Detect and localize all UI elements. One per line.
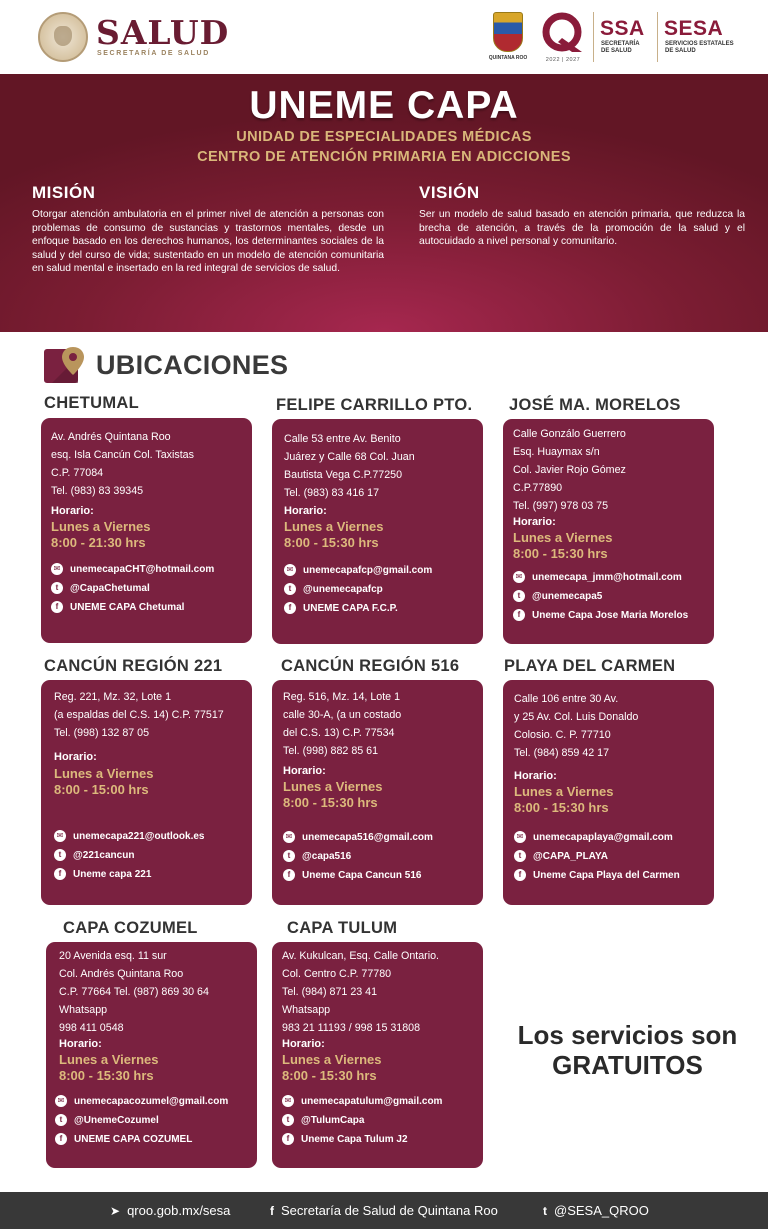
twitter-icon: t: [543, 1203, 547, 1218]
facebook-icon: f: [282, 1133, 294, 1145]
address-line: Whatsapp: [282, 1004, 331, 1016]
address-line: C.P. 77664 Tel. (987) 869 30 64: [59, 986, 209, 998]
facebook-link[interactable]: [55, 1133, 192, 1145]
ssa-subtitle-line: SECRETARÍA: [601, 41, 640, 47]
address-line: Col. Centro C.P. 77780: [282, 968, 392, 980]
banner-subtitle-2: CENTRO DE ATENCIÓN PRIMARIA EN ADICCIONES: [197, 149, 571, 165]
address-line: esq. Isla Cancún Col. Taxistas: [51, 449, 194, 461]
horario-label: Horario:: [51, 505, 94, 517]
address-line: Reg. 516, Mz. 14, Lote 1: [283, 691, 401, 703]
address-line: 20 Avenida esq. 11 sur: [59, 950, 167, 962]
address-line: Colosio. C. P. 77710: [514, 729, 611, 741]
mision-text: Otorgar atención ambulatoria en el primer nivel de atención a personas con problemas de consumo de sustancias y trastornos mentales, desde un enfoque basado en los derechos humanos, los determinantes sociales de la salud y del curso de vida; sustentado en un modelo de atención comunitaria en salud mental e insertado en la red integral de servicios de salud.: [32, 209, 384, 275]
email-link[interactable]: [514, 831, 673, 843]
location-card-jose-ma-morelos: [503, 419, 714, 644]
email-link[interactable]: [284, 564, 432, 576]
location-card-playa-del-carmen: [503, 680, 714, 905]
footer-facebook-text: Secretaría de Salud de Quintana Roo: [281, 1203, 498, 1218]
address-line: C.P.77890: [513, 482, 563, 494]
address-line: Juárez y Calle 68 Col. Juan: [284, 451, 415, 463]
q-logo-years: 2022 | 2027: [545, 57, 581, 63]
address-line: Esq. Huaymax s/n: [513, 446, 600, 458]
address-line: Tel. (984) 859 42 17: [514, 747, 610, 759]
twitter-text: @221cancun: [73, 849, 135, 861]
horario-hours: 8:00 - 15:30 hrs: [59, 1068, 154, 1083]
email-text: unemecapacozumel@gmail.com: [74, 1095, 229, 1107]
twitter-link[interactable]: [513, 590, 602, 602]
quintana-roo-label: QUINTANA ROO: [488, 55, 528, 61]
quintana-roo-shield-icon: [493, 12, 523, 52]
vision-text: Ser un modelo de salud basado en atención primaria, que reduzca la brecha de atención, a través de la promoción de la salud y el autocuidado a nivel personal y comunitario.: [419, 209, 745, 248]
facebook-link[interactable]: [514, 869, 680, 881]
twitter-icon: t: [283, 850, 295, 862]
horario-hours: 8:00 - 21:30 hrs: [51, 535, 146, 550]
q-logo-icon: [538, 12, 586, 54]
twitter-icon: t: [51, 582, 63, 594]
address-block: [282, 947, 477, 1037]
facebook-link[interactable]: [284, 602, 398, 614]
twitter-text: @CAPA_PLAYA: [533, 850, 608, 862]
twitter-icon: t: [284, 583, 296, 595]
horario-label: Horario:: [282, 1038, 325, 1050]
twitter-text: @TulumCapa: [301, 1114, 365, 1126]
footer-facebook-link[interactable]: [270, 1203, 498, 1218]
email-icon: ✉: [283, 831, 295, 843]
address-line: del C.S. 13) C.P. 77534: [283, 727, 395, 739]
facebook-icon: f: [54, 868, 66, 880]
twitter-text: @unemecapa5: [532, 590, 603, 602]
facebook-link[interactable]: [51, 601, 184, 613]
facebook-link[interactable]: [513, 609, 688, 621]
address-line: Av. Andrés Quintana Roo: [51, 431, 171, 443]
address-block: [59, 947, 251, 1037]
facebook-icon: f: [284, 602, 296, 614]
twitter-icon: t: [55, 1114, 67, 1126]
horario-days: Lunes a Viernes: [59, 1052, 159, 1067]
facebook-icon: f: [51, 601, 63, 613]
twitter-link[interactable]: [283, 850, 351, 862]
horario-hours: 8:00 - 15:30 hrs: [283, 795, 378, 810]
twitter-text: @CapaChetumal: [70, 582, 150, 594]
horario-hours: 8:00 - 15:30 hrs: [514, 800, 609, 815]
twitter-link[interactable]: [514, 850, 608, 862]
address-line: Tel. (997) 978 03 75: [513, 500, 609, 512]
facebook-text: Uneme Capa Jose Maria Morelos: [532, 609, 689, 621]
address-line: Col. Andrés Quintana Roo: [59, 968, 184, 980]
twitter-link[interactable]: [284, 583, 383, 595]
free-services-callout: [495, 1020, 760, 1080]
mision-heading: MISIÓN: [32, 183, 96, 202]
horario-days: Lunes a Viernes: [284, 519, 384, 534]
address-line: Tel. (984) 871 23 41: [282, 986, 378, 998]
twitter-icon: t: [54, 849, 66, 861]
sesa-subtitle-line: DE SALUD: [665, 48, 696, 54]
address-line: 998 411 0548: [59, 1022, 124, 1034]
location-city-cozumel: CAPA COZUMEL: [63, 919, 198, 937]
twitter-link[interactable]: [282, 1114, 364, 1126]
salud-logo-text: SALUD: [96, 13, 230, 52]
email-text: unemecapa516@gmail.com: [302, 831, 433, 843]
horario-days: Lunes a Viernes: [282, 1052, 382, 1067]
ubicaciones-title: UBICACIONES: [96, 350, 289, 380]
address-line: (a espaldas del C.S. 14) C.P. 77517: [54, 709, 224, 721]
facebook-icon: f: [270, 1203, 274, 1218]
facebook-text: UNEME CAPA COZUMEL: [74, 1133, 193, 1145]
address-line: Bautista Vega C.P.77250: [284, 469, 403, 481]
address-line: calle 30-A, (a un costado: [283, 709, 402, 721]
vision-heading: VISIÓN: [419, 183, 480, 202]
address-block: [51, 428, 246, 500]
free-services-line-1: Los servicios son: [517, 1020, 738, 1050]
email-icon: ✉: [54, 830, 66, 842]
address-line: Calle 53 entre Av. Benito: [284, 433, 401, 445]
location-card-cancun-221: [41, 680, 252, 905]
twitter-link[interactable]: [55, 1114, 159, 1126]
twitter-text: @UnemeCozumel: [74, 1114, 159, 1126]
email-text: unemecapaplaya@gmail.com: [533, 831, 673, 843]
twitter-link[interactable]: [54, 849, 134, 861]
email-link[interactable]: [283, 831, 433, 843]
address-line: Tel. (983) 83 39345: [51, 485, 144, 497]
horario-days: Lunes a Viernes: [54, 766, 154, 781]
email-icon: ✉: [513, 571, 525, 583]
facebook-text: Uneme Capa Playa del Carmen: [533, 869, 680, 881]
horario-label: Horario:: [54, 751, 97, 763]
email-icon: ✉: [282, 1095, 294, 1107]
horario-hours: 8:00 - 15:00 hrs: [54, 782, 149, 797]
salud-logo-subtitle: SECRETARÍA DE SALUD: [97, 50, 210, 57]
location-city-chetumal: CHETUMAL: [44, 394, 139, 412]
email-icon: ✉: [284, 564, 296, 576]
logo-divider: [657, 12, 658, 62]
facebook-text: UNEME CAPA Chetumal: [70, 601, 185, 613]
address-line: Calle Gonzálo Guerrero: [513, 428, 626, 440]
top-logo-bar: [0, 0, 768, 74]
horario-label: Horario:: [283, 765, 326, 777]
address-block: [513, 425, 708, 515]
address-line: Tel. (998) 132 87 05: [54, 727, 150, 739]
twitter-icon: t: [282, 1114, 294, 1126]
email-link[interactable]: [54, 830, 204, 842]
address-line: y 25 Av. Col. Luis Donaldo: [514, 711, 639, 723]
footer-website-text: qroo.gob.mx/sesa: [127, 1203, 231, 1218]
horario-days: Lunes a Viernes: [283, 779, 383, 794]
facebook-icon: f: [513, 609, 525, 621]
email-link[interactable]: [51, 563, 214, 575]
location-city-tulum: CAPA TULUM: [287, 919, 398, 937]
sesa-logo-subtitle: [665, 41, 734, 55]
address-line: Tel. (998) 882 85 61: [283, 745, 379, 757]
twitter-text: @capa516: [302, 850, 352, 862]
horario-days: Lunes a Viernes: [514, 784, 614, 799]
address-line: Tel. (983) 83 416 17: [284, 487, 380, 499]
location-card-cozumel: [46, 942, 257, 1168]
address-block: [514, 690, 708, 762]
location-card-tulum: [272, 942, 483, 1168]
horario-label: Horario:: [513, 516, 556, 528]
horario-hours: 8:00 - 15:30 hrs: [284, 535, 379, 550]
location-city-felipe-carrillo: FELIPE CARRILLO PTO.: [276, 396, 473, 414]
footer-twitter-link[interactable]: [543, 1203, 649, 1218]
email-icon: ✉: [51, 563, 63, 575]
facebook-text: Uneme capa 221: [73, 868, 152, 880]
mexico-coat-of-arms-icon: [38, 12, 88, 62]
ssa-logo-text: SSA: [600, 17, 645, 40]
email-text: unemecapafcp@gmail.com: [303, 564, 433, 576]
facebook-text: Uneme Capa Cancun 516: [302, 869, 422, 881]
address-block: [284, 430, 477, 502]
horario-hours: 8:00 - 15:30 hrs: [513, 546, 608, 561]
email-icon: ✉: [514, 831, 526, 843]
address-line: Av. Kukulcan, Esq. Calle Ontario.: [282, 950, 440, 962]
banner-subtitle-1: UNIDAD DE ESPECIALIDADES MÉDICAS: [236, 129, 532, 145]
email-link[interactable]: [513, 571, 682, 583]
address-line: Col. Javier Rojo Gómez: [513, 464, 626, 476]
horario-label: Horario:: [284, 505, 327, 517]
email-text: unemecapaCHT@hotmail.com: [70, 563, 215, 575]
twitter-icon: t: [513, 590, 525, 602]
facebook-text: UNEME CAPA F.C.P.: [303, 602, 398, 614]
twitter-icon: t: [514, 850, 526, 862]
location-city-playa-del-carmen: PLAYA DEL CARMEN: [504, 657, 676, 675]
address-line: C.P. 77084: [51, 467, 104, 479]
location-city-cancun-221: CANCÚN REGIÓN 221: [44, 657, 223, 675]
address-block: [283, 688, 477, 760]
address-line: Whatsapp: [59, 1004, 108, 1016]
horario-days: Lunes a Viernes: [513, 530, 613, 545]
footer-twitter-text: @SESA_QROO: [554, 1203, 649, 1218]
location-city-jose-ma-morelos: JOSÉ MA. MORELOS: [509, 396, 681, 414]
ssa-subtitle-line: DE SALUD: [601, 48, 632, 54]
location-card-felipe-carrillo: [272, 419, 483, 644]
location-city-cancun-516: CANCÚN REGIÓN 516: [281, 657, 460, 675]
banner-title: UNEME CAPA: [249, 84, 519, 127]
logo-divider: [593, 12, 594, 62]
email-text: unemecapatulum@gmail.com: [301, 1095, 443, 1107]
address-block: [54, 688, 246, 742]
facebook-icon: f: [514, 869, 526, 881]
horario-hours: 8:00 - 15:30 hrs: [282, 1068, 377, 1083]
location-card-chetumal: [41, 418, 252, 643]
ssa-logo-subtitle: [601, 41, 640, 55]
sesa-subtitle-line: SERVICIOS ESTATALES: [665, 41, 734, 47]
sesa-logo-text: SESA: [664, 17, 724, 40]
email-text: unemecapa_jmm@hotmail.com: [532, 571, 682, 583]
facebook-link[interactable]: [282, 1133, 408, 1145]
email-icon: ✉: [55, 1095, 67, 1107]
facebook-link[interactable]: [283, 869, 422, 881]
horario-label: Horario:: [514, 770, 557, 782]
horario-label: Horario:: [59, 1038, 102, 1050]
address-line: Calle 106 entre 30 Av.: [514, 693, 619, 705]
twitter-text: @unemecapafcp: [303, 583, 383, 595]
address-line: 983 21 11193 / 998 15 31808: [282, 1022, 421, 1034]
facebook-link[interactable]: [54, 868, 151, 880]
email-link[interactable]: [282, 1095, 442, 1107]
footer-website-link[interactable]: [110, 1203, 230, 1218]
address-line: Reg. 221, Mz. 32, Lote 1: [54, 691, 172, 703]
twitter-link[interactable]: [51, 582, 150, 594]
cursor-arrow-icon: ➤: [110, 1203, 121, 1218]
location-pin-icon: [44, 345, 84, 383]
email-link[interactable]: [55, 1095, 228, 1107]
facebook-icon: f: [55, 1133, 67, 1145]
free-services-line-2: GRATUITOS: [552, 1050, 703, 1080]
facebook-text: Uneme Capa Tulum J2: [301, 1133, 408, 1145]
email-text: unemecapa221@outlook.es: [73, 830, 205, 842]
horario-days: Lunes a Viernes: [51, 519, 151, 534]
location-card-cancun-516: [272, 680, 483, 905]
facebook-icon: f: [283, 869, 295, 881]
